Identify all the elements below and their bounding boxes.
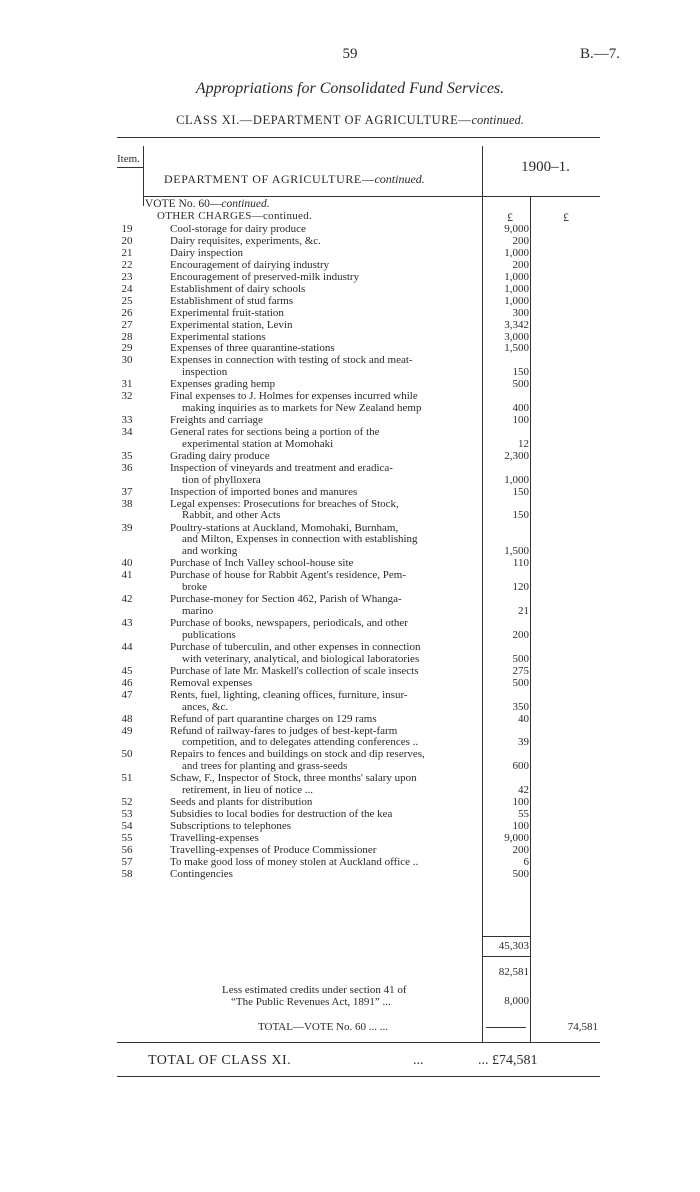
- item-description: tion of phylloxera: [182, 473, 261, 486]
- item-number: 34: [121, 426, 133, 438]
- item-number: 40: [121, 557, 133, 570]
- item-description: competition, and to delegates attending conferences ..: [182, 736, 419, 749]
- item-number: 36: [121, 461, 133, 474]
- item-amount: 500: [512, 652, 529, 665]
- item-number: 38: [121, 497, 133, 510]
- item-amount: 500: [512, 867, 529, 880]
- item-description: Dairy requisites, experiments, &c.: [170, 234, 321, 247]
- item-amount: 12: [518, 437, 529, 450]
- table-row: [0, 307, 700, 319]
- item-amount: 9,000: [504, 831, 529, 844]
- item-description: Purchase of books, newspapers, periodicals, and other: [170, 617, 408, 629]
- item-number: 58: [121, 867, 133, 880]
- item-number: 25: [121, 294, 133, 307]
- item-amount: 55: [518, 808, 529, 821]
- item-description: ances, &c.: [182, 700, 229, 713]
- item-number: 48: [121, 712, 133, 725]
- table-row: [0, 450, 700, 462]
- item-amount: 3,000: [504, 330, 529, 343]
- gross-value: 82,581: [498, 966, 529, 978]
- table-row: [0, 569, 700, 593]
- item-number: 49: [121, 724, 133, 737]
- item-description: Grading dairy produce: [170, 449, 270, 462]
- item-number: 32: [121, 390, 133, 403]
- item-amount: 600: [512, 760, 529, 773]
- grand-total-top-rule: [117, 1042, 600, 1043]
- item-number: 22: [121, 258, 133, 271]
- table-row: [0, 259, 700, 271]
- table-row: [0, 283, 700, 295]
- item-description: experimental station at Momohaki: [182, 437, 334, 450]
- item-amount: 120: [512, 581, 529, 594]
- item-amount: 300: [512, 306, 529, 319]
- subtotal-rule: [482, 936, 530, 937]
- table-row: [0, 462, 700, 486]
- item-column-rule: [143, 146, 144, 206]
- item-description: Refund of part quarantine charges on 129 rams: [170, 712, 377, 725]
- table-row: [0, 677, 700, 689]
- top-rule: [117, 137, 600, 138]
- page-title: Appropriations for Consolidated Fund Services.: [195, 80, 505, 97]
- table-row: [0, 725, 700, 749]
- item-amount: 200: [512, 843, 529, 856]
- item-description: Establishment of dairy schools: [170, 282, 306, 295]
- table-row: [0, 796, 700, 808]
- item-description: Experimental station, Levin: [170, 318, 293, 331]
- table-row: [0, 235, 700, 247]
- table-row: [0, 856, 700, 868]
- credits-value: 8,000: [504, 995, 529, 1007]
- item-description: Encouragement of preserved-milk industry: [170, 270, 360, 283]
- item-amount: 1,000: [504, 270, 529, 283]
- item-description: Purchase of house for Rabbit Agent's residence, Pem-: [170, 569, 406, 582]
- item-number: 29: [121, 342, 133, 355]
- item-amount: 200: [512, 258, 529, 271]
- item-number: 31: [121, 378, 133, 391]
- item-description: Rents, fuel, lighting, cleaning offices, furniture, insur-: [170, 688, 408, 701]
- item-number: 27: [121, 318, 133, 331]
- item-description: and trees for planting and grass-seeds: [182, 760, 348, 773]
- subtotal-value: 45,303: [498, 940, 529, 952]
- table-row: [0, 522, 700, 558]
- table-row: [0, 593, 700, 617]
- currency-symbol-2: £: [563, 210, 569, 224]
- vote-heading: [145, 198, 270, 210]
- item-number: 35: [121, 449, 133, 462]
- item-description: Purchase of tuberculin, and other expenses in connection: [170, 640, 421, 653]
- item-description: Experimental fruit-station: [170, 306, 284, 319]
- table-row: [0, 414, 700, 426]
- item-amount: 100: [512, 820, 529, 832]
- table-row: [0, 844, 700, 856]
- other-charges-heading: OTHER CHARGES—continued.: [157, 210, 313, 222]
- vote-continued: continued.: [221, 198, 270, 210]
- item-description: Schaw, F., Inspector of Stock, three months' salary upon: [170, 772, 417, 785]
- item-number: 45: [121, 664, 133, 677]
- item-number: 33: [121, 414, 133, 426]
- item-description: broke: [182, 581, 208, 594]
- item-number: 54: [121, 820, 133, 832]
- item-number: 26: [121, 306, 133, 319]
- item-number: 21: [121, 246, 133, 259]
- item-number: 23: [121, 270, 133, 283]
- table-row: [0, 295, 700, 307]
- vote-label: VOTE No. 60—: [145, 198, 222, 210]
- item-number: 19: [121, 223, 133, 235]
- year-header-rule: [482, 196, 600, 197]
- class-title: [0, 113, 700, 128]
- item-description: Rabbit, and other Acts: [182, 509, 281, 522]
- item-description: Removal expenses: [170, 676, 253, 689]
- item-amount: 9,000: [504, 223, 529, 235]
- item-amount: 200: [512, 628, 529, 641]
- item-description: retirement, in lieu of notice ...: [182, 784, 314, 797]
- item-amount: 1,000: [504, 294, 529, 307]
- item-number: 43: [121, 617, 133, 629]
- table-row: [0, 820, 700, 832]
- table-row: [0, 247, 700, 259]
- item-number: 41: [121, 569, 133, 582]
- table-row: [0, 868, 700, 880]
- table-row: [0, 319, 700, 331]
- item-number: 28: [121, 330, 133, 343]
- item-description: To make good loss of money stolen at Auckland office ..: [170, 855, 419, 868]
- item-description: Expenses grading hemp: [170, 378, 276, 391]
- item-description: inspection: [182, 366, 228, 379]
- table-row: [0, 271, 700, 283]
- item-amount: 3,342: [504, 318, 529, 331]
- item-amount: 400: [512, 402, 529, 415]
- table-row: [0, 331, 700, 343]
- item-description: Purchase of late Mr. Maskell's collection of scale insects: [170, 664, 419, 677]
- table-row: [0, 223, 700, 235]
- item-number: 47: [121, 688, 133, 701]
- item-number: 42: [121, 593, 133, 606]
- table-row: [0, 808, 700, 820]
- item-amount: 100: [512, 414, 529, 426]
- item-number: 52: [121, 796, 133, 809]
- grand-total-value: ... £74,581: [478, 1053, 538, 1068]
- item-description: with veterinary, analytical, and biological laboratories: [182, 652, 420, 665]
- item-description: Seeds and plants for distribution: [170, 796, 313, 809]
- item-number: 37: [121, 485, 133, 498]
- class-title-continued: continued.: [471, 113, 524, 127]
- item-number: 30: [121, 354, 133, 367]
- credits-description-line1: Less estimated credits under section 41 of: [222, 984, 407, 996]
- item-description: Experimental stations: [170, 330, 266, 343]
- item-amount: 110: [512, 557, 529, 570]
- item-description: making inquiries as to markets for New Zealand hemp: [182, 402, 422, 415]
- table-row: [0, 689, 700, 713]
- item-amount: 1,000: [504, 473, 529, 486]
- item-description: Poultry-stations at Auckland, Momohaki, Burnham,: [170, 521, 399, 534]
- grand-total-label: TOTAL OF CLASS XI.: [148, 1053, 292, 1068]
- year-header: 1900–1.: [521, 159, 570, 175]
- header-bottom-rule: [143, 196, 482, 197]
- item-description: Purchase-money for Section 462, Parish of Whanga-: [170, 593, 402, 606]
- table-row: [0, 378, 700, 390]
- item-amount: 1,500: [504, 545, 529, 558]
- table-row: [0, 354, 700, 378]
- department-header: [164, 172, 425, 187]
- table-row: [0, 832, 700, 844]
- table-row: [0, 426, 700, 450]
- item-amount: 2,300: [504, 449, 529, 462]
- table-row: [0, 617, 700, 641]
- item-amount: 40: [518, 712, 529, 725]
- table-row: [0, 390, 700, 414]
- item-description: Final expenses to J. Holmes for expenses incurred while: [170, 390, 418, 403]
- item-description: Establishment of stud farms: [170, 294, 294, 307]
- item-number: 53: [121, 808, 133, 821]
- item-number: 50: [121, 748, 133, 761]
- class-title-main: CLASS XI.—DEPARTMENT OF AGRICULTURE—: [176, 113, 472, 127]
- item-amount: 500: [512, 378, 529, 391]
- grand-total-dots: ...: [413, 1053, 424, 1068]
- item-description: Dairy inspection: [170, 246, 244, 259]
- item-description: Inspection of vineyards and treatment and eradica-: [170, 461, 393, 474]
- item-amount: 39: [518, 736, 529, 749]
- item-description: marino: [182, 604, 214, 617]
- item-description: Contingencies: [170, 867, 233, 880]
- table-row: [0, 486, 700, 498]
- item-description: Cool-storage for dairy produce: [170, 223, 306, 235]
- item-number: 39: [121, 521, 133, 534]
- table-row: [0, 498, 700, 522]
- department-header-main: DEPARTMENT OF AGRICULTURE—: [164, 172, 375, 186]
- item-column-header: Item.: [117, 153, 140, 165]
- item-description: Freights and carriage: [170, 414, 263, 426]
- item-amount: 1,000: [504, 282, 529, 295]
- department-header-continued: continued.: [374, 172, 425, 186]
- item-description: publications: [182, 628, 236, 641]
- vote-total-dash: [486, 1027, 526, 1028]
- item-number: 24: [121, 282, 133, 295]
- item-description: Travelling-expenses of Produce Commissioner: [170, 843, 377, 856]
- item-amount: 42: [518, 784, 529, 797]
- table-row: [0, 748, 700, 772]
- item-description: Legal expenses: Prosecutions for breaches of Stock,: [170, 497, 399, 510]
- table-row: [0, 665, 700, 677]
- item-number: 57: [121, 855, 133, 868]
- credits-description-line2: “The Public Revenues Act, 1891” ...: [231, 996, 391, 1008]
- item-number: 51: [121, 772, 133, 785]
- item-description: and Milton, Expenses in connection with establishing: [182, 533, 418, 546]
- item-description: and working: [182, 545, 238, 558]
- item-description: Subscriptions to telephones: [170, 820, 291, 832]
- item-amount: 21: [518, 604, 529, 617]
- item-description: Refund of railway-fares to judges of best-kept-farm: [170, 724, 398, 737]
- currency-symbol-1: £: [507, 210, 513, 224]
- item-amount: 6: [523, 855, 529, 868]
- item-description: Encouragement of dairying industry: [170, 258, 330, 271]
- item-amount: 150: [512, 366, 529, 379]
- subtotal-bottom-rule: [482, 956, 530, 957]
- item-amount: 500: [512, 676, 529, 689]
- table-row: [0, 557, 700, 569]
- item-description: Repairs to fences and buildings on stock and dip reserves,: [170, 748, 425, 761]
- item-number: 55: [121, 831, 133, 844]
- item-amount: 350: [512, 700, 529, 713]
- item-description: General rates for sections being a portion of the: [170, 426, 380, 438]
- item-amount: 1,500: [504, 342, 529, 355]
- item-number: 20: [121, 234, 133, 247]
- item-amount: 275: [512, 664, 529, 677]
- item-number: 56: [121, 843, 133, 856]
- item-number: 46: [121, 676, 133, 689]
- item-header-rule: [117, 167, 143, 168]
- item-description: Purchase of Inch Valley school-house site: [170, 557, 354, 570]
- item-description: Inspection of imported bones and manures: [170, 485, 358, 498]
- item-number: 44: [121, 640, 133, 653]
- item-amount: 100: [512, 796, 529, 809]
- page-number: 59: [342, 46, 358, 62]
- table-row: [0, 772, 700, 796]
- item-description: Expenses in connection with testing of stock and meat-: [170, 354, 413, 367]
- table-row: [0, 342, 700, 354]
- table-row: [0, 713, 700, 725]
- item-description: Expenses of three quarantine-stations: [170, 342, 335, 355]
- table-row: [0, 641, 700, 665]
- item-amount: 200: [512, 234, 529, 247]
- item-description: Subsidies to local bodies for destruction of the kea: [170, 808, 393, 821]
- item-amount: 150: [512, 509, 529, 522]
- grand-total-bottom-rule: [117, 1076, 600, 1077]
- vote-total-label: TOTAL—VOTE No. 60 ... ...: [258, 1021, 388, 1033]
- item-description: Travelling-expenses: [170, 831, 259, 844]
- document-reference: B.—7.: [579, 46, 620, 62]
- item-amount: 1,000: [504, 246, 529, 259]
- item-amount: 150: [512, 485, 529, 498]
- vote-total-value: 74,581: [567, 1021, 598, 1033]
